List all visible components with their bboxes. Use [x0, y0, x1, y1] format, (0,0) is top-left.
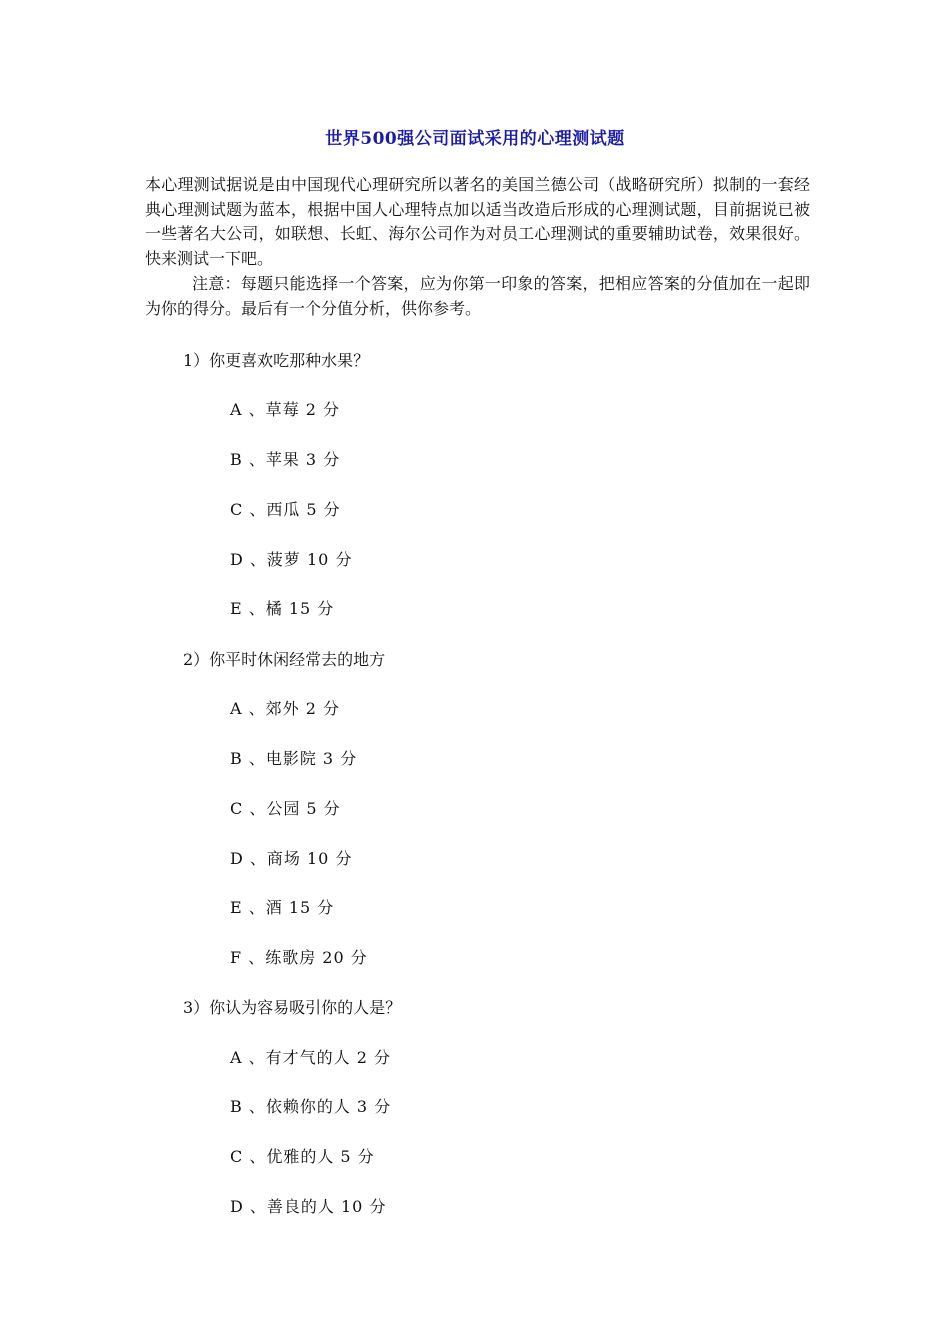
document-title: 世界500强公司面试采用的心理测试题: [325, 129, 625, 149]
question-1-option-e: E 、橘 15 分: [230, 599, 335, 618]
question-3-prompt: 3）你认为容易吸引你的人是？: [183, 998, 402, 1017]
question-2-option-c: C 、公园 5 分: [230, 799, 341, 818]
question-3-option-c: C 、优雅的人 5 分: [230, 1147, 375, 1166]
question-1-option-d: D 、菠萝 10 分: [230, 550, 353, 569]
question-1-option-c: C 、西瓜 5 分: [230, 500, 341, 519]
question-3-option-b: B 、依赖你的人 3 分: [230, 1097, 392, 1116]
question-2-prompt: 2）你平时休闲经常去的地方: [183, 650, 386, 669]
question-2-option-d: D 、商场 10 分: [230, 849, 353, 868]
notice-paragraph: 注意：每题只能选择一个答案，应为你第一印象的答案，把相应答案的分值加在一起即为你的得分。最后有一个分值分析，供你参考。: [145, 274, 810, 318]
question-1-prompt: 1）你更喜欢吃那种水果？: [183, 351, 370, 370]
question-1-option-b: B 、苹果 3 分: [230, 450, 341, 469]
question-2-option-f: F 、练歌房 20 分: [230, 948, 368, 967]
question-1-option-a: A 、草莓 2 分: [230, 400, 340, 419]
intro-paragraph: 本心理测试据说是由中国现代心理研究所以著名的美国兰德公司（战略研究所）拟制的一套经典心理测试题为蓝本，根据中国人心理特点加以适当改造后形成的心理测试题，目前据说已被一些著名大公司，如联想、长虹、海尔公司作为对员工心理测试的重要辅助试卷，效果很好。快来测试一下吧。: [145, 175, 810, 268]
question-3-option-a: A 、有才气的人 2 分: [230, 1048, 391, 1067]
question-3-option-d: D 、善良的人 10 分: [230, 1197, 387, 1216]
question-2-option-a: A 、郊外 2 分: [230, 699, 340, 718]
question-2-option-e: E 、酒 15 分: [230, 898, 335, 917]
question-2-option-b: B 、电影院 3 分: [230, 749, 358, 768]
